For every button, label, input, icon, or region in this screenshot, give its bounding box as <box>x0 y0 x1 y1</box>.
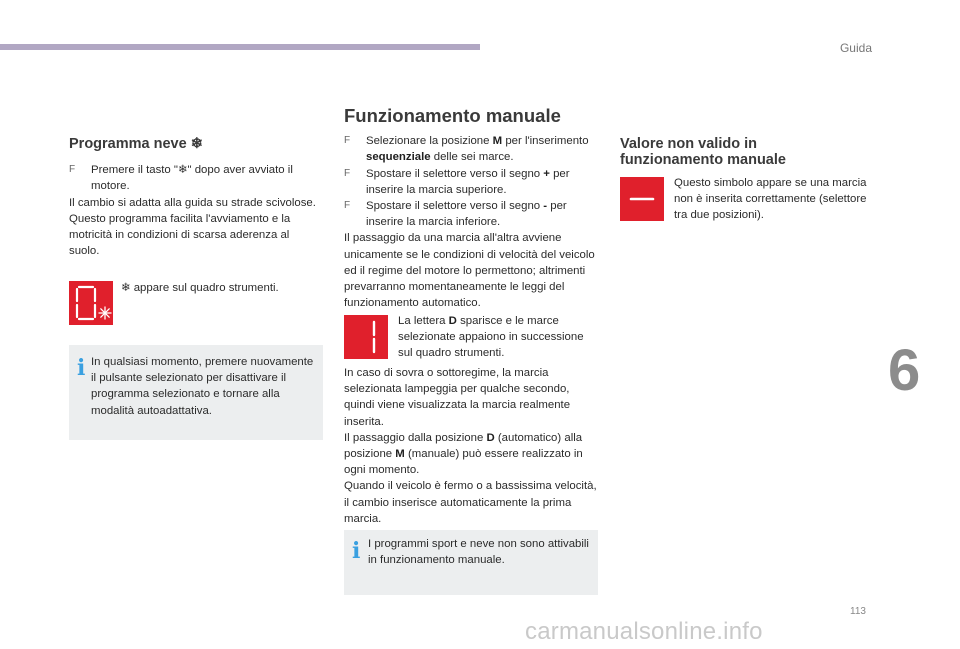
invalid-value-title: Valore non valido in funzionamento manuale <box>620 136 786 169</box>
snow-bullet: F Premere il tasto "❄" dopo aver avviato il motore. <box>69 164 293 193</box>
manual-mode-title: Funzionamento manuale <box>344 105 561 126</box>
invalid-icon-caption: Questo simbolo appare se una marcia non è inserita correttamente (selettore tra due posizioni). <box>674 177 867 222</box>
manual-para-1: Il passaggio da una marcia all'altra avviene unicamente se le condizioni di velocità del veicolo ed il regime del motore lo permettono; altrimenti prevarranno momentaneamente le leggi del funzionamento automatico. <box>344 232 595 310</box>
left-column <box>69 136 319 259</box>
manual-bullet-1: F Selezionare la posizione M per l'inserimento sequenziale delle sei marce. <box>344 135 589 164</box>
left-info-box <box>69 345 323 440</box>
bullet-icon: F <box>69 164 76 176</box>
middle-info-text: I programmi sport e neve non sono attivabili in funzionamento manuale. <box>368 538 589 567</box>
watermark: carmanualsonline.info <box>525 618 763 645</box>
gear-display-icon <box>344 315 388 359</box>
bullet-icon: F <box>344 135 351 147</box>
bullet-icon: F <box>344 167 351 179</box>
chapter-number: 6 <box>888 338 921 403</box>
middle-info-box <box>344 530 598 595</box>
gear-icon-caption: La lettera D sparisce e le marce selezionate appaiono in successione sul quadro strumenti. <box>398 315 584 360</box>
middle-column <box>344 105 600 311</box>
left-info-text: In qualsiasi momento, premere nuovamente il pulsante selezionato per disattivare il programma selezionato e tornare alla modalità autoadattativa. <box>91 356 314 417</box>
manual-para-3: Il passaggio dalla posizione D (automatico) alla posizione M (manuale) può essere realizzato in ogni momento. <box>344 431 583 477</box>
middle-column-lower <box>344 365 600 527</box>
snow-icon-caption: ❄ appare sul quadro strumenti. <box>121 282 279 294</box>
info-icon: i <box>77 355 86 381</box>
snow-program-title: Programma neve ❄ <box>69 136 203 152</box>
header-bar <box>0 44 480 50</box>
manual-para-2: In caso di sovra o sottoregime, la marcia selezionata lampeggia per qualche secondo, quindi viene visualizzata la marcia realmente inserita. <box>344 367 571 428</box>
snow-mode-display-icon <box>69 281 113 325</box>
info-icon: i <box>352 538 361 564</box>
section-label: Guida <box>839 41 872 55</box>
manual-bullet-2: F Spostare il selettore verso il segno + per inserire la marcia superiore. <box>344 167 570 196</box>
page-number: 113 <box>850 606 866 617</box>
right-column <box>620 136 840 168</box>
snow-para-2: Questo programma facilita l'avviamento e la motricità in condizioni di scarsa aderenza al suolo. <box>69 212 291 258</box>
manual-para-4: Quando il veicolo è fermo o a bassissima velocità, il cambio inserisce automaticamente la prima marcia. <box>344 480 597 525</box>
bullet-icon: F <box>344 200 351 212</box>
invalid-gear-icon <box>620 177 664 221</box>
manual-bullet-3: F Spostare il selettore verso il segno - per inserire la marcia inferiore. <box>344 200 567 229</box>
snow-para-1: Il cambio si adatta alla guida su strade scivolose. <box>69 196 316 209</box>
